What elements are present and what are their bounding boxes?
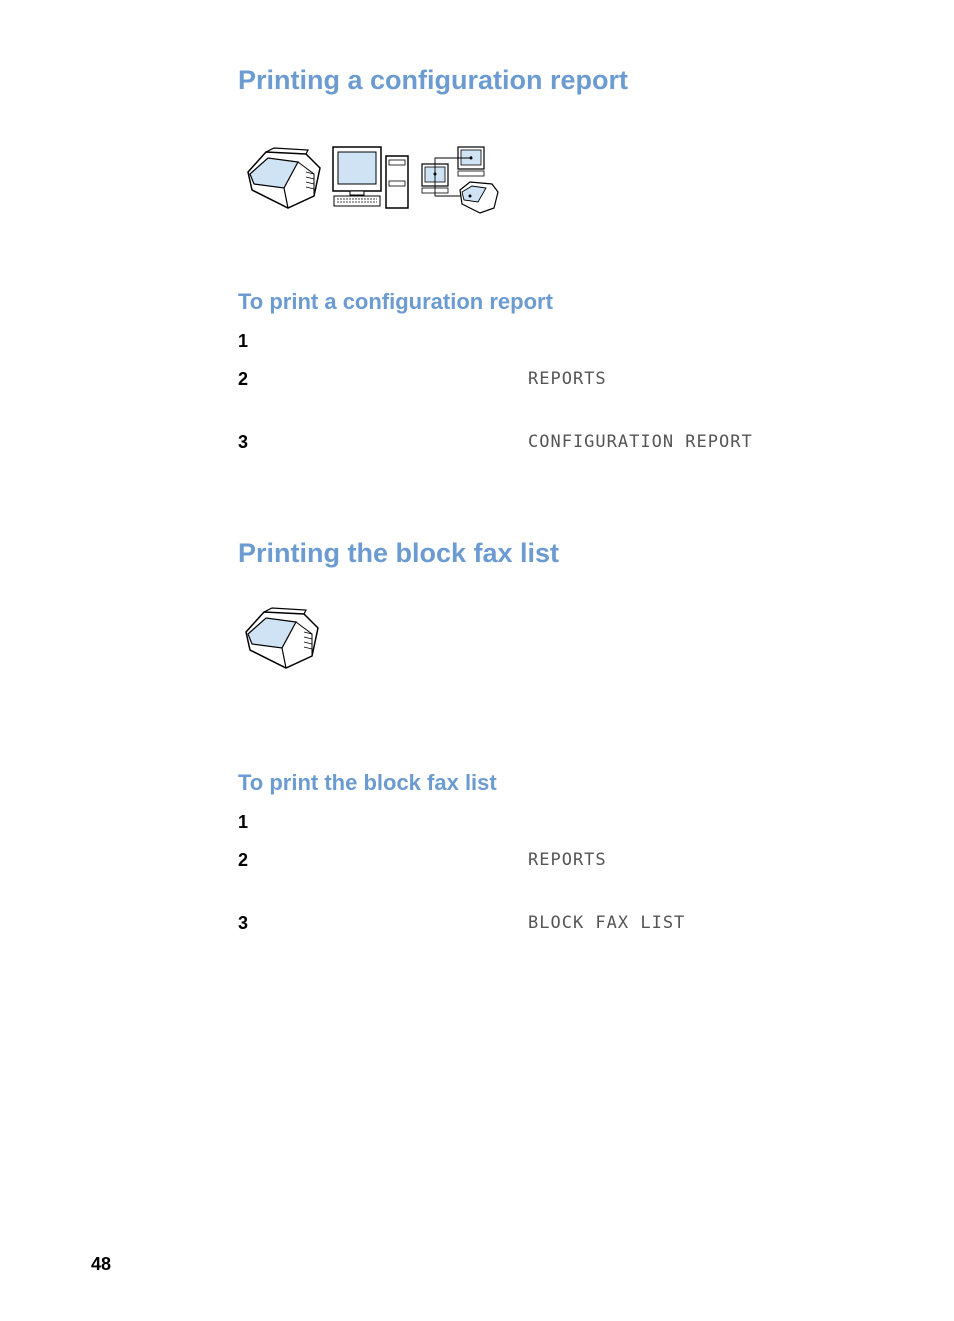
lcd-text: BLOCK FAX LIST (528, 913, 686, 933)
step-number: 1 (238, 812, 249, 832)
lcd-text: CONFIGURATION REPORT (528, 432, 753, 452)
step-number: 3 (238, 432, 249, 452)
computer-icon (332, 146, 410, 210)
step-number: 2 (238, 850, 249, 870)
lcd-text: REPORTS (528, 850, 607, 870)
step-number: 1 (238, 331, 249, 351)
printer-icon (242, 604, 322, 672)
printer-icon (244, 144, 324, 212)
section-title-block-fax-list: Printing the block fax list (238, 538, 560, 568)
procedure-title-configuration-report: To print a configuration report (238, 289, 553, 314)
step-number: 3 (238, 913, 249, 933)
procedure-title-block-fax-list: To print the block fax list (238, 770, 497, 795)
section-title-configuration-report: Printing a configuration report (238, 65, 628, 95)
lcd-text: REPORTS (528, 369, 607, 389)
page-number: 48 (91, 1254, 112, 1274)
network-icon (420, 146, 502, 214)
step-number: 2 (238, 369, 249, 389)
